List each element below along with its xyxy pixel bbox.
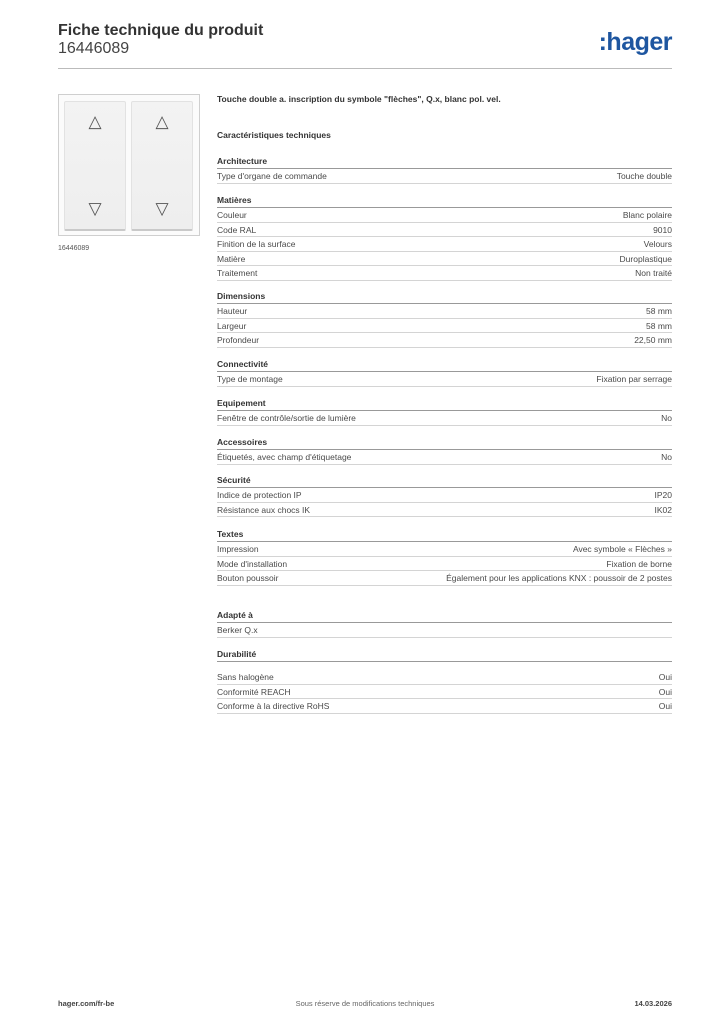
spec-value: Oui: [658, 672, 672, 682]
arrow-up-icon: △: [88, 112, 102, 131]
spec-row: [217, 319, 672, 334]
spec-row: [217, 304, 672, 319]
spec-label: Indice de protection IP: [217, 490, 302, 500]
spec-value: 58 mm: [646, 306, 672, 316]
spec-label: Matière: [217, 253, 246, 264]
group-title: Equipement: [217, 397, 672, 411]
footer-date: 14.03.2026: [634, 999, 672, 1008]
spec-value: Fixation par serrage: [596, 374, 672, 384]
spec-row: [217, 542, 672, 557]
spec-label: Mode d'installation: [217, 558, 288, 569]
spec-value: Oui: [658, 701, 672, 711]
group-title: Accessoires: [217, 436, 672, 450]
spec-group-accessoires: [217, 436, 672, 465]
spec-value: IK02: [654, 504, 672, 515]
spec-row: [217, 223, 672, 238]
spec-row: [217, 571, 672, 586]
spec-label: Type de montage: [217, 374, 283, 384]
spec-label: Couleur: [217, 210, 247, 220]
spec-value: Touche double: [616, 171, 672, 181]
spec-row: [217, 503, 672, 518]
arrow-down-icon: ▽: [155, 199, 169, 218]
spec-group-adapte: [217, 609, 672, 638]
spec-label: Fenêtre de contrôle/sortie de lumière: [217, 413, 356, 423]
group-title: Sécurité: [217, 474, 672, 488]
spec-value: 58 mm: [646, 320, 672, 331]
footer-notice: Sous réserve de modifications techniques: [295, 999, 435, 1008]
group-title: Connectivité: [217, 358, 672, 372]
spec-row: [217, 252, 672, 267]
spec-label: Finition de la surface: [217, 239, 296, 249]
image-caption: 16446089: [58, 245, 90, 252]
spec-label: Sans halogène: [217, 672, 274, 682]
spec-row: [217, 333, 672, 348]
arrow-down-icon: ▽: [88, 199, 102, 218]
product-number: 16446089: [58, 40, 130, 57]
rocker-right: [131, 101, 193, 231]
spec-label: Traitement: [217, 268, 258, 278]
rocker-left: [64, 101, 126, 231]
spec-label: Code RAL: [217, 224, 257, 235]
spec-group-connectivite: [217, 358, 672, 387]
spec-row: [217, 169, 672, 184]
header-divider: [58, 68, 672, 69]
spec-label: Résistance aux chocs IK: [217, 504, 311, 515]
spec-group-dimensions: [217, 290, 672, 348]
spec-row: [217, 208, 672, 223]
spec-row: [217, 623, 672, 638]
footer-website-link[interactable]: hager.com/fr-be: [58, 999, 115, 1008]
spec-row: [217, 488, 672, 503]
spec-row: [217, 237, 672, 252]
spec-label: Profondeur: [217, 335, 260, 345]
hager-logo[interactable]: :hager: [598, 28, 672, 56]
group-title: Matières: [217, 194, 672, 208]
spec-label: Hauteur: [217, 306, 248, 316]
spec-row: [217, 557, 672, 572]
spec-value: IP20: [654, 490, 672, 500]
group-title: Architecture: [217, 155, 672, 169]
spec-value: 22,50 mm: [634, 335, 672, 345]
spec-value: Fixation de borne: [606, 558, 672, 569]
spec-row: [217, 372, 672, 387]
spec-value: No: [661, 413, 672, 423]
page-title: Fiche technique du produit: [58, 22, 264, 39]
spec-group-securite: [217, 474, 672, 517]
spec-row: [217, 699, 672, 714]
spec-label: Impression: [217, 544, 259, 554]
spec-value: Également pour les applications KNX : poussoir de 2 postes: [446, 573, 672, 583]
spec-group-textes: [217, 528, 672, 586]
spec-label: Largeur: [217, 320, 247, 331]
group-title: Dimensions: [217, 290, 672, 304]
spec-group-durabilite: [217, 648, 672, 714]
spec-label: Conformité REACH: [217, 686, 291, 697]
group-title: Durabilité: [217, 648, 672, 662]
spec-label: Type d'organe de commande: [217, 171, 327, 181]
arrow-up-icon: △: [155, 112, 169, 131]
spec-row: [217, 670, 672, 685]
product-description: Touche double a. inscription du symbole "flèches", Q.x, blanc pol. vel.: [217, 94, 501, 104]
spec-value: Duroplastique: [619, 253, 672, 264]
spec-value: Velours: [643, 239, 672, 249]
page-header: [58, 22, 672, 70]
spec-label: Bouton poussoir: [217, 573, 279, 583]
spec-group-architecture: [217, 155, 672, 184]
group-title: Adapté à: [217, 609, 672, 623]
spec-value: Avec symbole « Flèches »: [572, 544, 672, 554]
spec-value: 9010: [653, 224, 672, 235]
spec-label: Étiquetés, avec champ d'étiquetage: [217, 452, 352, 462]
spec-row: [217, 450, 672, 465]
section-title: Caractéristiques techniques: [217, 130, 331, 140]
spec-label: Berker Q.x: [217, 625, 258, 635]
spec-row: [217, 411, 672, 426]
group-title: Textes: [217, 528, 672, 542]
spec-row: [217, 266, 672, 281]
product-image: [58, 94, 200, 236]
spec-group-matieres: [217, 194, 672, 281]
spec-value: Blanc polaire: [622, 210, 672, 220]
spec-value: Non traité: [635, 268, 672, 278]
spec-row: [217, 685, 672, 700]
spec-value: No: [661, 452, 672, 462]
spec-group-equipement: [217, 397, 672, 426]
spec-value: Oui: [658, 686, 672, 697]
spec-label: Conforme à la directive RoHS: [217, 701, 330, 711]
